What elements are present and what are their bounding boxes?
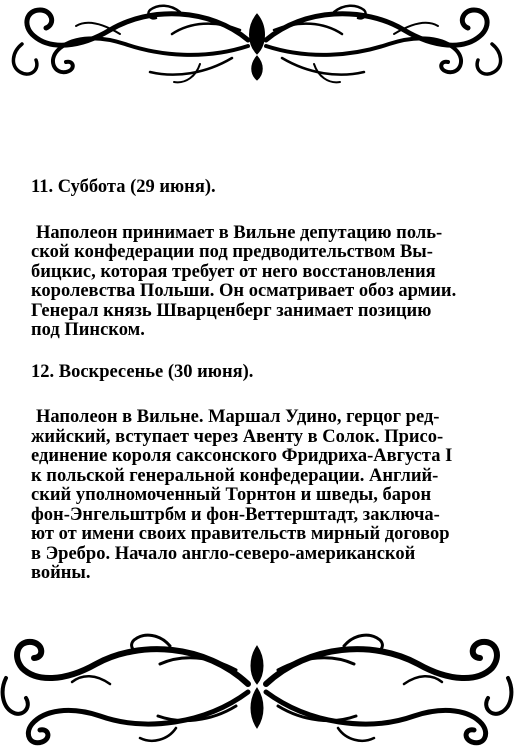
entry-heading: 11. Суббота (29 июня). [31,177,216,197]
text-line: жийский, вступает через Авенту в Солок. Присо- [31,426,444,447]
text-line: фон-Энгельштрбм и фон-Веттерштадт, заключа- [31,504,440,525]
text-line: бицкис, которая требует от него восстановления [31,261,436,282]
text-line: единение короля саксонского Фридриха-Августа I [31,446,453,466]
text-line: ский уполномоченный Торнтон и шведы, барон [31,485,432,505]
text-line: в Эребро. Начало англо-северо-американской [31,543,416,564]
entry-29-june [31,178,509,341]
text-line: войны. [31,563,91,583]
text-line: Наполеон принимает в Вильне депутацию поль- [36,222,443,243]
text-line: ют от имени своих правительств мирный договор [31,524,450,544]
text-line: к польской генеральной конфедерации. Англий- [31,465,439,486]
text-line: Генерал князь Шварценберг занимает позицию [31,300,432,321]
text-line: под Пинском. [31,320,145,340]
entry-30-june [31,363,509,584]
entry-paragraph [31,408,509,584]
entry-paragraph [31,224,509,341]
top-scroll-ornament [0,0,514,96]
bottom-scroll-ornament [0,624,514,748]
page-text [31,178,509,606]
text-line: королевства Польши. Он осматривает обоз армии. [31,281,457,301]
text-line: ской конфедерации под предводительством Вы- [31,242,433,262]
entry-heading: 12. Воскресенье (30 июня). [31,361,254,382]
text-line: Наполеон в Вильне. Маршал Удино, герцог ред- [36,407,440,427]
